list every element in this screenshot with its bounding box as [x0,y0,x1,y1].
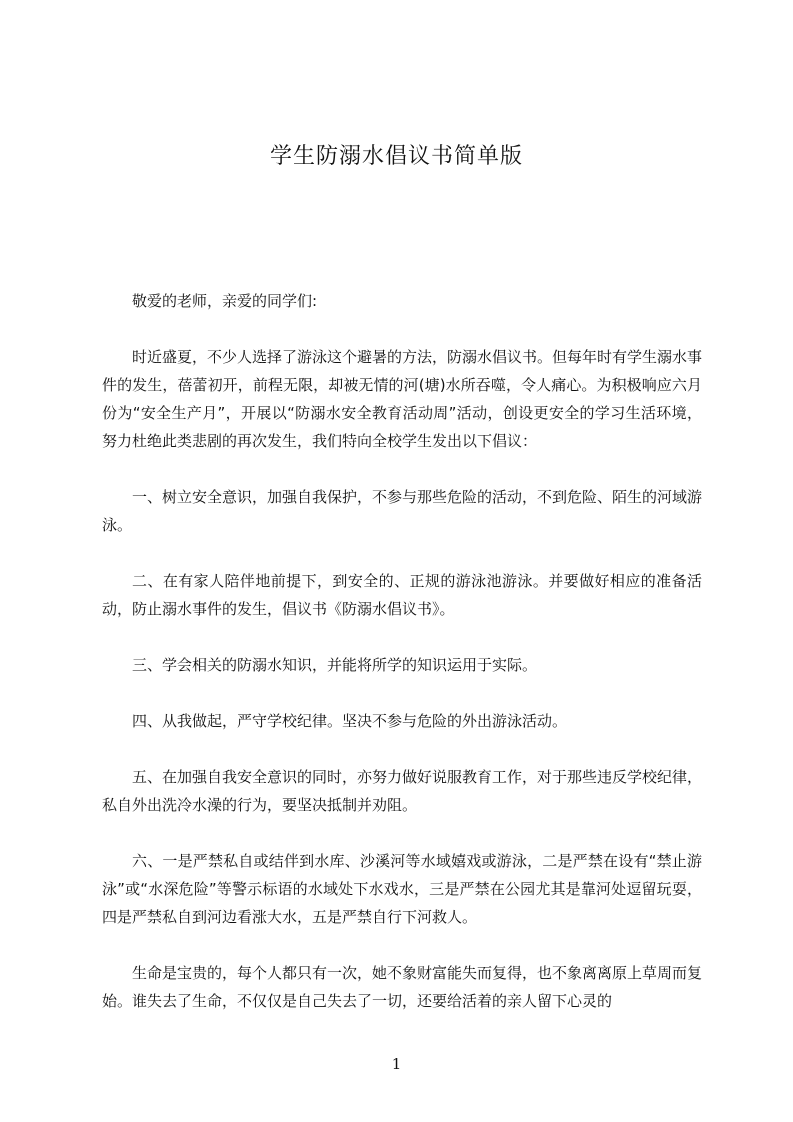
document-body [102,287,702,1015]
paragraph-closing: 生命是宝贵的，每个人都只有一次，她不象财富能失而复得，也不象离离原上草周而复始。谁失去了生命，不仅仅是自己失去了一切，还要给活着的亲人留下心灵的 [102,964,703,1010]
page-title: 学生防溺水倡议书简单版 [269,144,523,169]
paragraph-item-3: 三、学会相关的防溺水知识，并能将所学的知识运用于实际。 [132,656,538,674]
paragraph-item-6: 六、一是严禁私自或结伴到水库、沙溪河等水域嬉戏或游泳，二是严禁在设有“禁止游泳”或“水深危险”等警示标语的水域处下水戏水，三是严禁在公园尤其是靠河处逗留玩耍，四是严禁私自到河边看涨大水，五是严禁自行下河救人。 [102,852,702,926]
paragraph-item-4: 四、从我做起，严守学校纪律。坚决不参与危险的外出游泳活动。 [132,712,568,730]
paragraph-item-2: 二、在有家人陪伴地前提下，到安全的、正规的游泳池游泳。并要做好相应的准备活动，防止溺水事件的发生，倡议书《防溺水倡议书》。 [102,572,702,618]
greeting: 敬爱的老师，亲爱的同学们: [132,292,318,310]
page-number: 1 [391,1055,402,1073]
paragraph-intro: 时近盛夏，不少人选择了游泳这个避暑的方法，防溺水倡议书。但每年时有学生溺水事件的发生，蓓蕾初开，前程无限，却被无情的河(塘)水所吞噬，令人痛心。为积极响应六月份为“安全生产月”，开展以“防溺水安全教育活动周”活动，创设更安全的学习生活环境，努力杜绝此类悲剧的再次发生，我们特向全校学生发出以下倡议： [102,348,703,450]
paragraph-item-5: 五、在加强自我安全意识的同时，亦努力做好说服教育工作，对于那些违反学校纪律，私自外出洗冷水澡的行为，要坚决抵制并劝阻。 [102,768,703,814]
paragraph-item-1: 一、树立安全意识，加强自我保护，不参与那些危险的活动，不到危险、陌生的河域游泳。 [102,488,703,534]
